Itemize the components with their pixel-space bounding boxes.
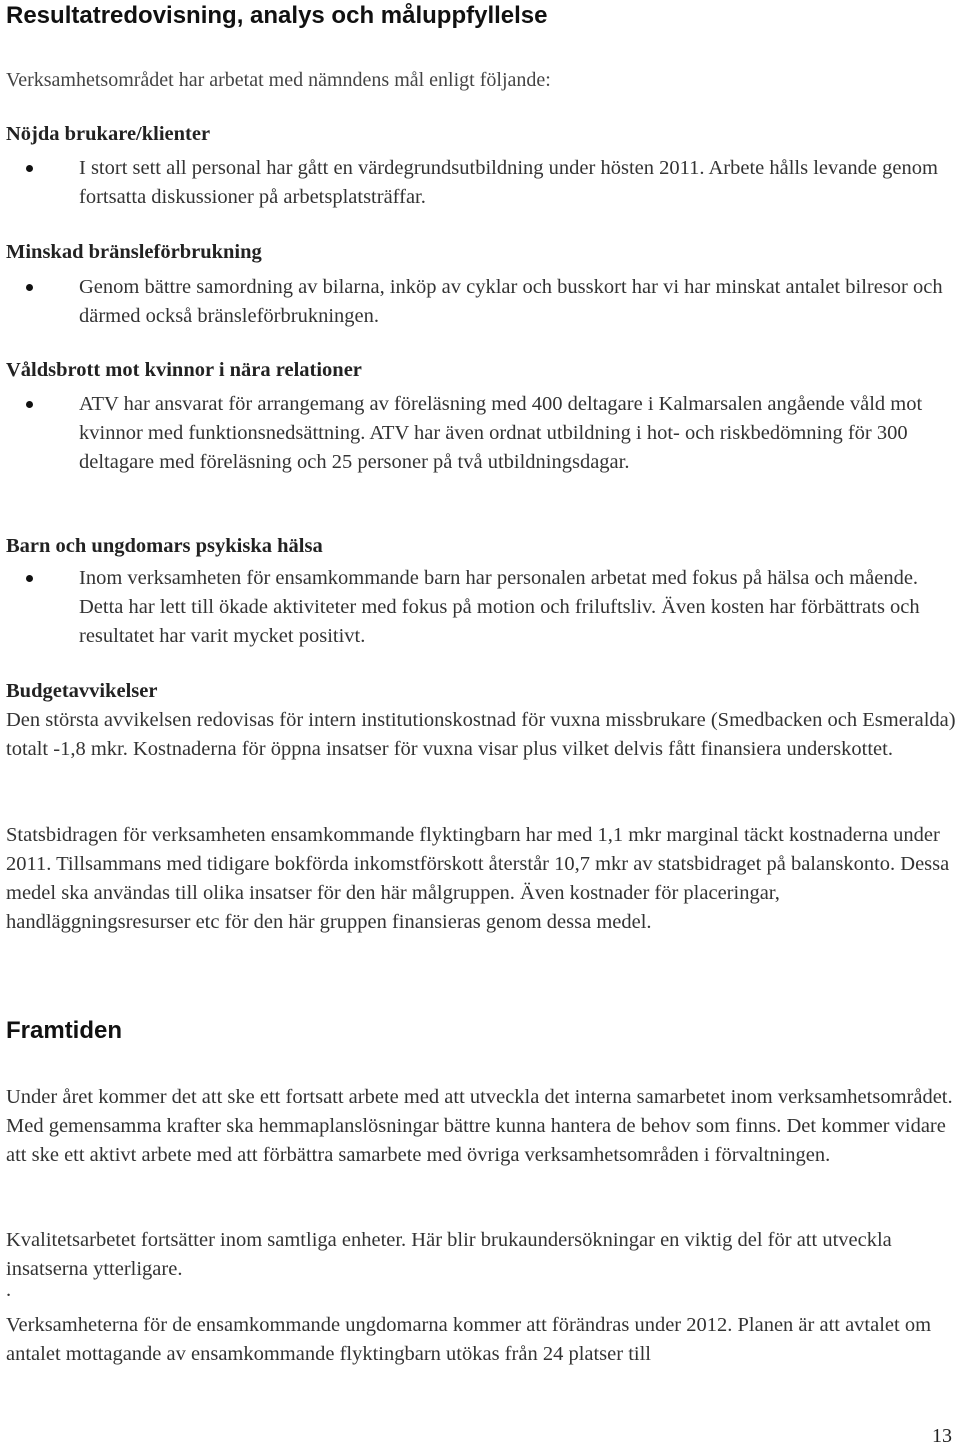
budget-heading: Budgetavvikelser: [6, 680, 158, 702]
bullet-icon: [26, 575, 33, 582]
bullet-text: I stort sett all personal har gått en värdegrundsutbildning under hösten 2011. Arbete hålls levande genom fortsatta diskussioner på arbetsplatsträffar.: [79, 157, 938, 208]
bullet-text: ATV har ansvarat för arrangemang av föreläsning med 400 deltagare i Kalmarsalen angående våld mot kvinnor med funktionsnedsättning. ATV har även ordnat utbildning i hot- och riskbedömning för 300 deltagare med föreläsning och 25 personer på två utbildningsdagar.: [79, 393, 923, 473]
goal-heading-barn: Barn och ungdomars psykiska hälsa: [6, 535, 323, 557]
bullet-icon: [26, 165, 33, 172]
bullet-icon: [26, 284, 33, 291]
future-paragraph-2: Kvalitetsarbetet fortsätter inom samtliga enheter. Här blir brukaundersökningar en viktig del för att utveckla insatserna ytterligare.: [6, 1229, 892, 1280]
bullet-text: Genom bättre samordning av bilarna, inköp av cyklar och busskort har vi har minskat antalet bilresor och därmed också bränsleförbrukningen.: [79, 276, 943, 327]
bullet-icon: [26, 401, 33, 408]
page-number: 13: [932, 1425, 952, 1447]
future-dot: .: [6, 1279, 12, 1301]
section-title-future: Framtiden: [6, 1017, 123, 1044]
bullet-text: Inom verksamheten för ensamkommande barn har personalen arbetat med fokus på hälsa och mående. Detta har lett till ökade aktiviteter med fokus på motion och friluftsliv. Även kosten har förbättrats och resultatet har varit mycket positivt.: [79, 567, 920, 647]
future-paragraph-3: Verksamheterna för de ensamkommande ungdomarna kommer att förändras under 2012. Planen är att avtalet om antalet mottagande av ensamkommande flyktingbarn utökas från 24 platser till: [6, 1314, 932, 1365]
section-title-results: Resultatredovisning, analys och måluppfyllelse: [6, 2, 548, 29]
goal-heading-valdsbrott: Våldsbrott mot kvinnor i nära relationer: [6, 359, 362, 381]
goal-heading-nojda-brukare: Nöjda brukare/klienter: [6, 123, 211, 145]
budget-paragraph-2: Statsbidragen för verksamheten ensamkommande flyktingbarn har med 1,1 mkr marginal täckt kostnaderna under 2011. Tillsammans med tidigare bokförda inkomstförskott återstår 10,7 mkr av statsbidraget på balanskonto. Dessa medel ska användas till olika insatser för den här målgruppen. Även kostnader för placeringar, handläggningsresurser etc för den här gruppen finansieras genom dessa medel.: [6, 824, 950, 933]
goal-heading-bransle: Minskad bränsleförbrukning: [6, 241, 262, 263]
intro-paragraph: Verksamhetsområdet har arbetat med nämndens mål enligt följande:: [6, 69, 551, 91]
future-paragraph-1: Under året kommer det att ske ett fortsatt arbete med att utveckla det interna samarbetet inom verksamhetsområdet. Med gemensamma krafter ska hemmaplanslösningar bättre kunna hantera de behov som finns. Det kommer vidare att ske ett aktivt arbete med att förbättra samarbete med övriga verksamhetsområden i förvaltningen.: [6, 1086, 953, 1166]
budget-paragraph-1: Den största avvikelsen redovisas för intern institutionskostnad för vuxna missbrukare (Smedbacken och Esmeralda) totalt -1,8 mkr. Kostnaderna för öppna insatser för vuxna visar plus vilket delvis fått finansiera underskottet.: [6, 709, 956, 760]
